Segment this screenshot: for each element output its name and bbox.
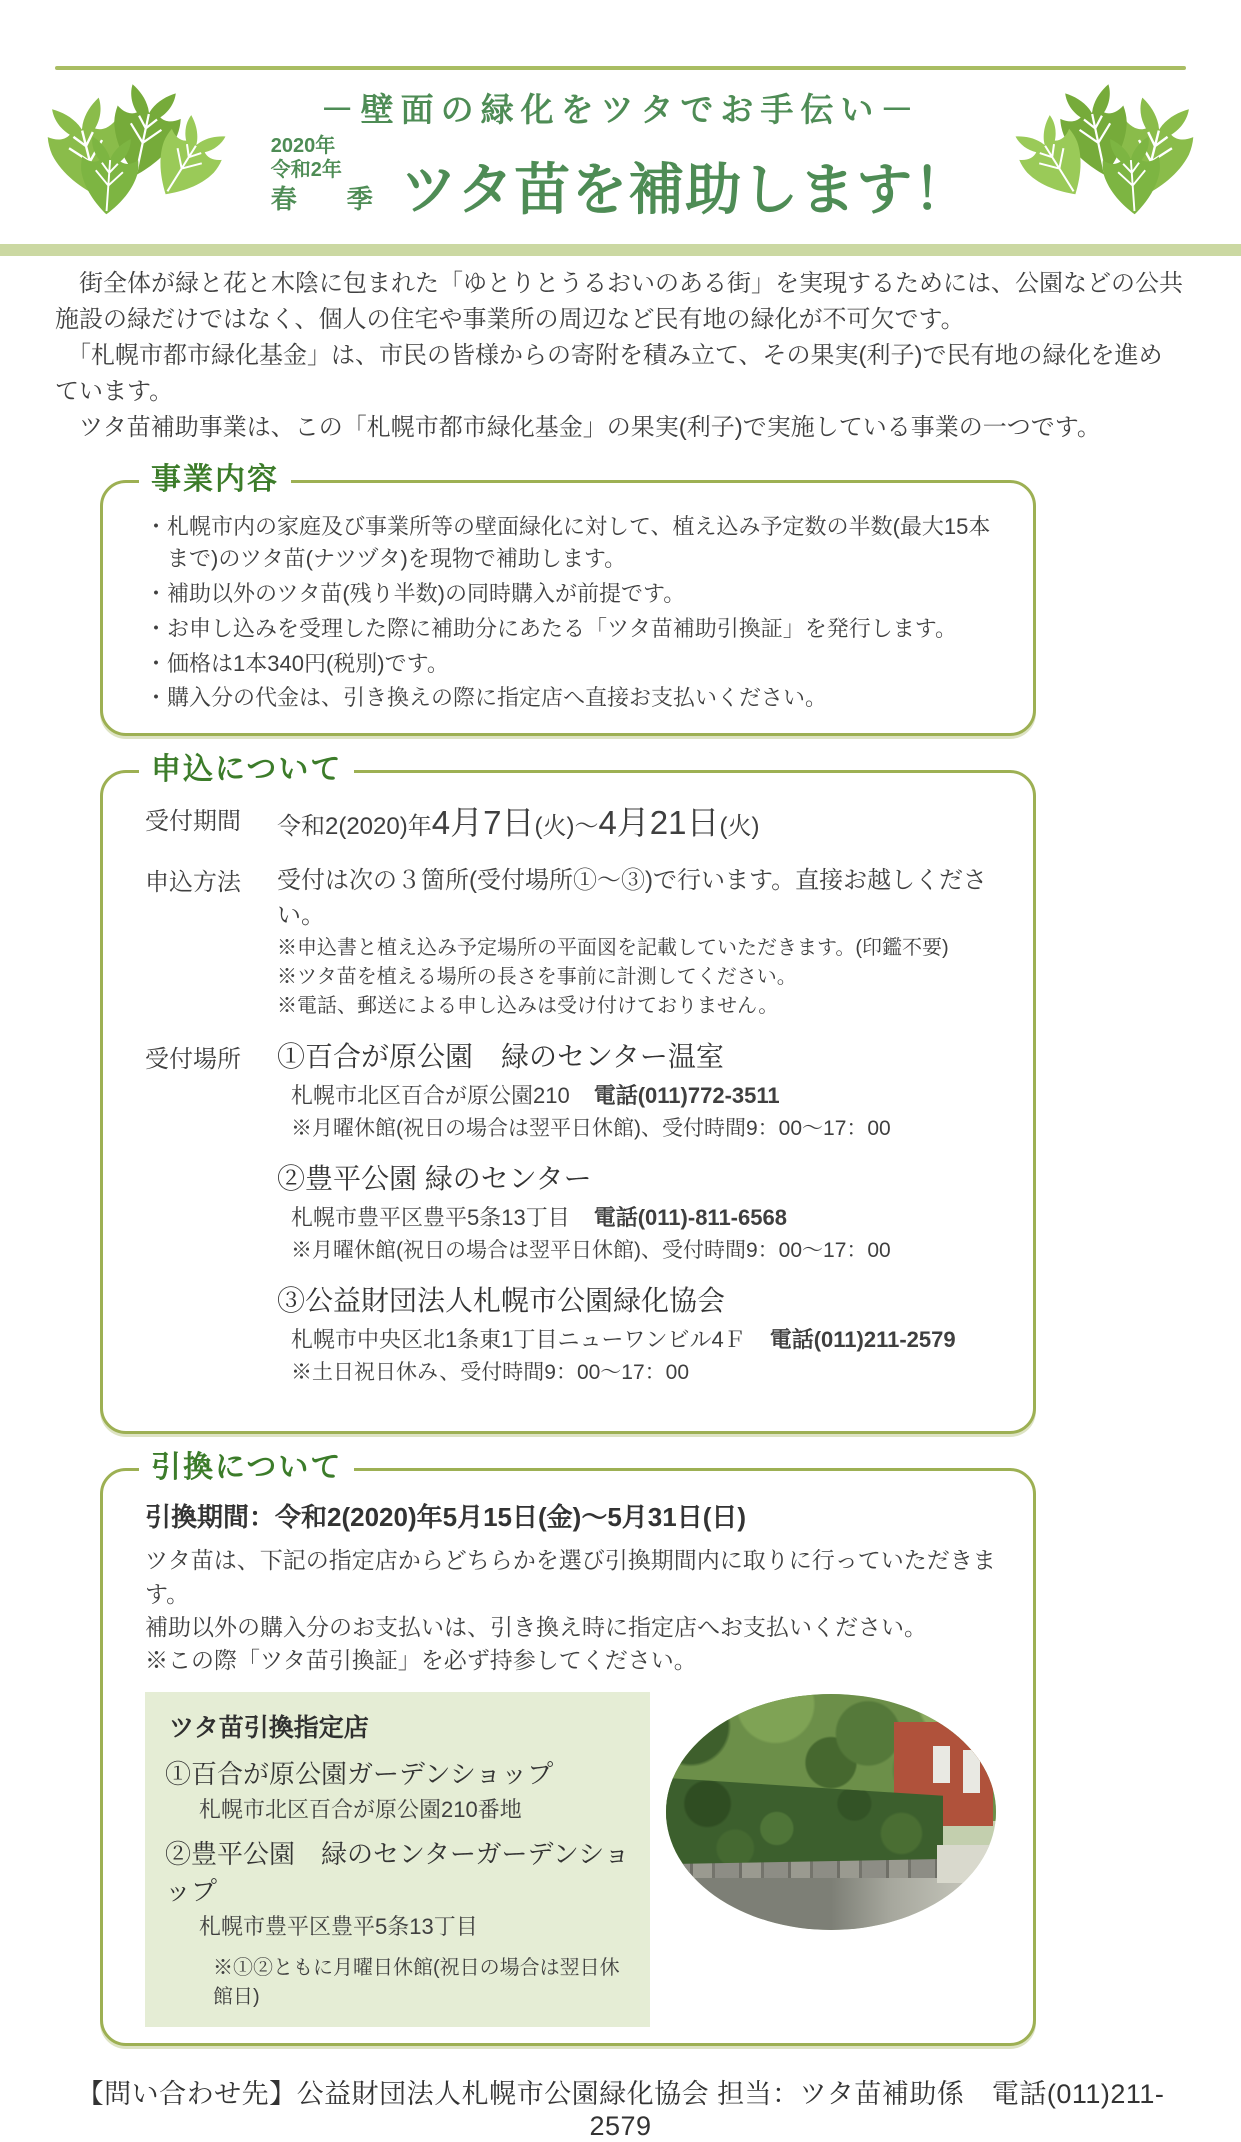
intro-paragraph: 街全体が緑と花と木陰に包まれた「ゆとりとうるおいのある街」を実現するためには、公園などの公共施設の緑だけではなく、個人の住宅や事業所の周辺など民有地の緑化が不可欠です。 xyxy=(55,270,1183,333)
place-name: ①百合が原公園 緑のセンター温室 xyxy=(277,1041,724,1073)
period-end-weekday: (火) xyxy=(719,813,760,841)
places-list xyxy=(277,1035,1005,1401)
place-item-2 xyxy=(277,1157,1005,1264)
list-item: ・補助以外のツタ苗(残り半数)の同時購入が前提です。 xyxy=(145,580,686,606)
page-title: ツタ苗を補助します！ xyxy=(400,158,971,222)
photo-building-window xyxy=(963,1750,980,1792)
place-phone: 電話(011)-811-6568 xyxy=(593,1205,787,1231)
place-item-1 xyxy=(277,1035,1005,1142)
section-business-details xyxy=(100,463,1036,736)
shops-closed-note: ※①②ともに月曜日休館(祝日の場合は翌日休館日) xyxy=(213,1956,620,2008)
application-places-row xyxy=(145,1035,1005,1401)
header-year-reiwa: 令和2年 xyxy=(270,158,342,181)
place-note: ※土日祝日休み、受付時間9：00～17：00 xyxy=(291,1361,690,1385)
business-bullet-list xyxy=(145,511,1005,714)
method-value xyxy=(277,858,1005,1021)
place-note: ※月曜休館(祝日の場合は翌平日休館)、受付時間9：00～17：00 xyxy=(291,1117,891,1141)
flyer-page xyxy=(0,66,1241,2141)
place-name: ②豊平公園 緑のセンター xyxy=(277,1163,592,1195)
section-title-exchange: 引換について xyxy=(139,1448,354,1487)
place-item-3 xyxy=(277,1279,1005,1386)
place-address: 札幌市中央区北1条東1丁目ニューワンビル4Ｆ xyxy=(291,1327,746,1353)
list-item: ・価格は1本340円(税別)です。 xyxy=(145,650,449,676)
period-start-date: 4月7日 xyxy=(431,804,535,842)
footer xyxy=(55,2072,1186,2142)
list-item: ・購入分の代金は、引き換えの際に指定店へ直接お支払いください。 xyxy=(145,685,828,711)
section-title-application: 申込について xyxy=(139,750,354,789)
intro-paragraphs xyxy=(55,266,1186,446)
photo-sidewalk xyxy=(937,1845,996,1883)
ivy-leaves-left-icon xyxy=(33,84,243,236)
section-exchange xyxy=(100,1451,1036,2045)
place-phone: 電話(011)772-3511 xyxy=(593,1083,780,1109)
section-title-business: 事業内容 xyxy=(139,460,291,499)
method-note: ※電話、郵送による申し込みは受け付けておりません。 xyxy=(277,995,779,1018)
photo-building-window xyxy=(933,1746,950,1784)
period-end-date: 4月21日 xyxy=(598,804,720,842)
designated-shops-box xyxy=(145,1692,650,2027)
header xyxy=(55,84,1186,234)
exchange-bottom-row xyxy=(145,1692,1005,2027)
header-season: 春 季 xyxy=(270,184,385,215)
period-era: 令和2(2020)年 xyxy=(277,813,432,841)
exchange-line: 補助以外の購入分のお支払いは、引き換え時に指定店へお支払いください。 xyxy=(145,1614,927,1641)
application-method-row xyxy=(145,858,1005,1021)
shops-box-title: ツタ苗引換指定店 xyxy=(169,1713,369,1742)
place-address: 札幌市北区百合が原公園210 xyxy=(291,1083,570,1109)
ivy-wall-photo xyxy=(666,1694,996,1930)
period-value xyxy=(277,797,1005,844)
contact-info: 【問い合わせ先】公益財団法人札幌市公園緑化協会 担当：ツタ苗補助係 電話(011)211-2579 xyxy=(76,2078,1165,2141)
shop-address: 札幌市北区百合が原公園210番地 xyxy=(199,1796,522,1822)
exchange-line: ツタ苗は、下記の指定店からどちらかを選び引換期間内に取りに行っていただきます。 xyxy=(145,1547,996,1607)
photo-street-pavement xyxy=(666,1878,996,1930)
place-address-line xyxy=(291,1323,1005,1354)
place-address-line xyxy=(291,1201,1005,1232)
header-year-block xyxy=(271,135,385,220)
period-start-weekday: (火) xyxy=(534,813,575,841)
top-rule xyxy=(55,66,1186,70)
ivy-leaves-right-icon xyxy=(998,84,1208,236)
intro-paragraph: 「札幌市都市緑化基金」は、市民の皆様からの寄附を積み立て、その果実(利子)で民有地の緑化を進めています。 xyxy=(55,342,1163,405)
shop-name: ①百合が原公園ガーデンショップ xyxy=(165,1758,554,1789)
section-application xyxy=(100,753,1036,1434)
list-item: ・お申し込みを受理した際に補助分にあたる「ツタ苗補助引換証」を発行します。 xyxy=(145,615,958,641)
shop-name: ②豊平公園 緑のセンターガーデンショップ xyxy=(165,1838,630,1906)
place-address-line xyxy=(291,1079,1005,1110)
header-year-western: 2020年 xyxy=(270,135,336,157)
places-label: 受付場所 xyxy=(145,1046,241,1074)
header-tagline: －壁面の緑化をツタでお手伝い－ xyxy=(320,91,921,128)
exchange-period: 引換期間：令和2(2020)年5月15日(金)～5月31日(日) xyxy=(145,1502,747,1533)
period-tilde: ～ xyxy=(574,813,599,841)
place-address: 札幌市豊平区豊平5条13丁目 xyxy=(291,1205,570,1231)
exchange-line: ※この際「ツタ苗引換証」を必ず持参してください。 xyxy=(145,1647,697,1674)
method-label: 申込方法 xyxy=(145,869,241,897)
place-note: ※月曜休館(祝日の場合は翌平日休館)、受付時間9：00～17：00 xyxy=(291,1239,891,1263)
shop-address: 札幌市豊平区豊平5条13丁目 xyxy=(199,1913,478,1939)
intro-paragraph: ツタ苗補助事業は、この「札幌市都市緑化基金」の果実(利子)で実施している事業の一つです。 xyxy=(55,414,1101,441)
application-period-row xyxy=(145,797,1005,844)
place-phone: 電話(011)211-2579 xyxy=(769,1327,956,1353)
method-note: ※ツタ苗を植える場所の長さを事前に計測してください。 xyxy=(277,966,797,989)
method-note: ※申込書と植え込み予定場所の平面図を記載していただきます。(印鑑不要) xyxy=(277,937,949,960)
header-underline-band xyxy=(0,244,1241,256)
place-name: ③公益財団法人札幌市公園緑化協会 xyxy=(277,1285,726,1317)
method-main-text: 受付は次の３箇所(受付場所①～③)で行います。直接お越しください。 xyxy=(277,867,988,930)
list-item: ・札幌市内の家庭及び事業所等の壁面緑化に対して、植え込み予定数の半数(最大15本まで)のツタ苗(ナツヅタ)を現物で補助します。 xyxy=(145,514,991,571)
period-label: 受付期間 xyxy=(145,808,241,836)
